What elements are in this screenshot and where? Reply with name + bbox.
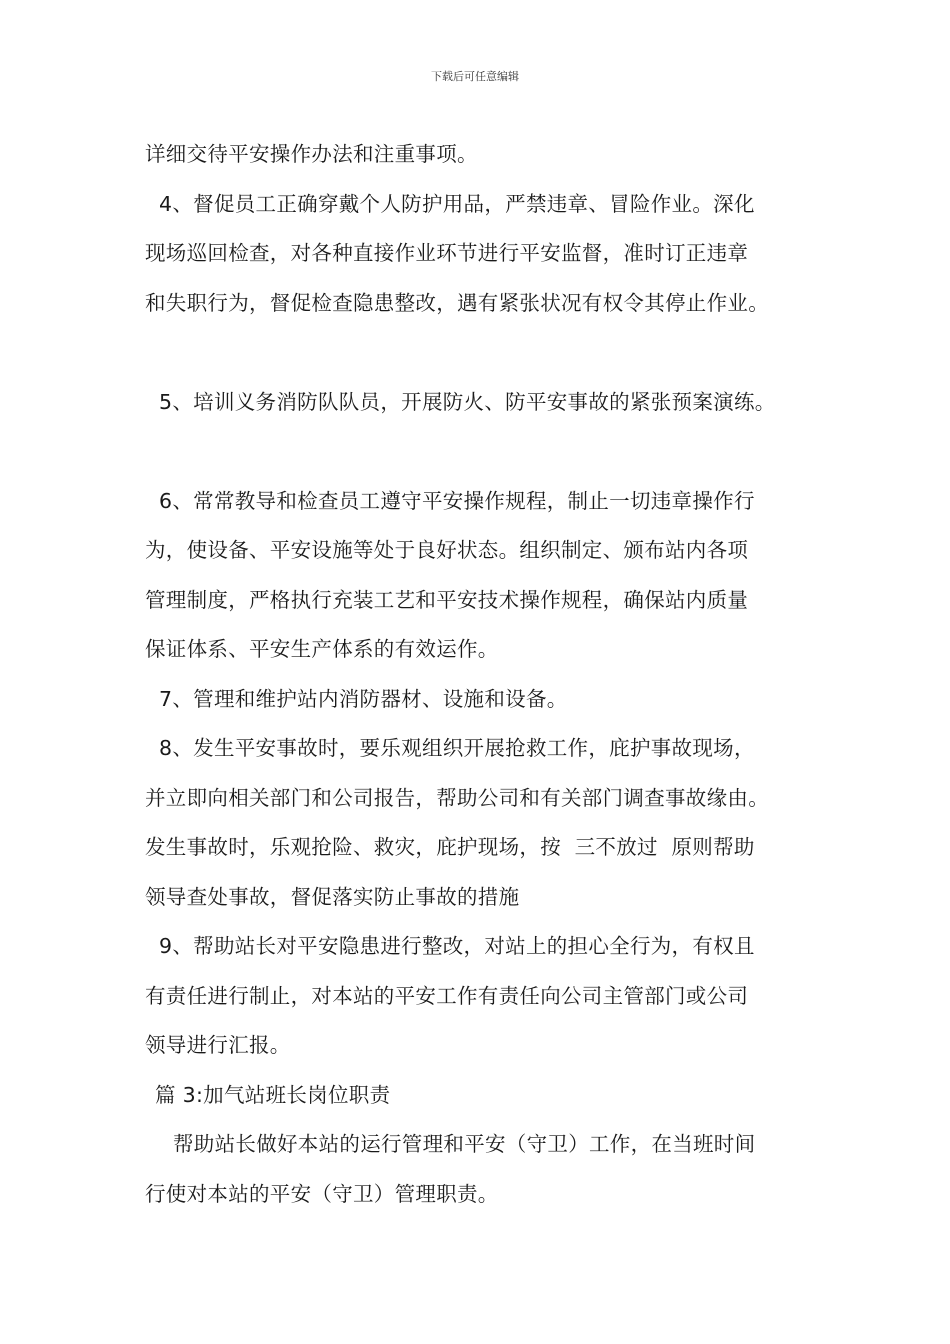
paragraph-line: 9、帮助站长对平安隐患进行整改，对站上的担心全行为，有权且 <box>159 934 755 958</box>
paragraph-line: 并立即向相关部门和公司报告，帮助公司和有关部门调查事故缘由。 <box>145 785 769 810</box>
paragraph-line: 8、发生平安事故时，要乐观组织开展抢救工作，庇护事故现场， <box>159 736 755 760</box>
paragraph-gap <box>145 328 815 378</box>
paragraph-line: 4、督促员工正确穿戴个人防护用品，严禁违章、冒险作业。深化 <box>159 191 755 216</box>
paragraph-line: 领导查处事故，督促落实防止事故的措施 <box>145 884 520 909</box>
paragraph-line: 帮助站长做好本站的运行管理和平安（守卫）工作，在当班时间 <box>173 1132 756 1156</box>
page-header: 下载后可任意编辑 <box>431 70 519 83</box>
paragraph-line: 为，使设备、平安设施等处于良好状态。组织制定、颁布站内各项 <box>145 538 749 562</box>
paragraph-line: 管理制度，严格执行充装工艺和平安技术操作规程，确保站内质量 <box>145 587 749 612</box>
paragraph-line: 6、常常教导和检查员工遵守平安操作规程，制止一切违章操作行 <box>159 488 755 513</box>
document-body <box>145 130 815 1219</box>
paragraph-line: 有责任进行制止，对本站的平安工作有责任向公司主管部门或公司 <box>145 983 749 1008</box>
paragraph-line: 现场巡回检查，对各种直接作业环节进行平安监督，准时订正违章 <box>145 241 749 265</box>
paragraph-line: 保证体系、平安生产体系的有效运作。 <box>145 637 499 661</box>
section-heading: 篇 3:加气站班长岗位职责 <box>155 1082 391 1107</box>
paragraph-line: 5、培训义务消防队队员，开展防火、防平安事故的紧张预案演练。 <box>159 389 776 414</box>
paragraph-line: 7、管理和维护站内消防器材、设施和设备。 <box>159 686 568 711</box>
paragraph-line: 领导进行汇报。 <box>145 1033 291 1057</box>
paragraph-gap <box>145 427 815 477</box>
paragraph-line: 发生事故时，乐观抢险、救灾，庇护现场，按 三不放过 原则帮助 <box>145 835 755 859</box>
paragraph-line: 详细交待平安操作办法和注重事项。 <box>145 142 478 166</box>
paragraph-line: 行使对本站的平安（守卫）管理职责。 <box>145 1181 499 1206</box>
paragraph-line: 和失职行为，督促检查隐患整改，遇有紧张状况有权令其停止作业。 <box>145 290 769 315</box>
